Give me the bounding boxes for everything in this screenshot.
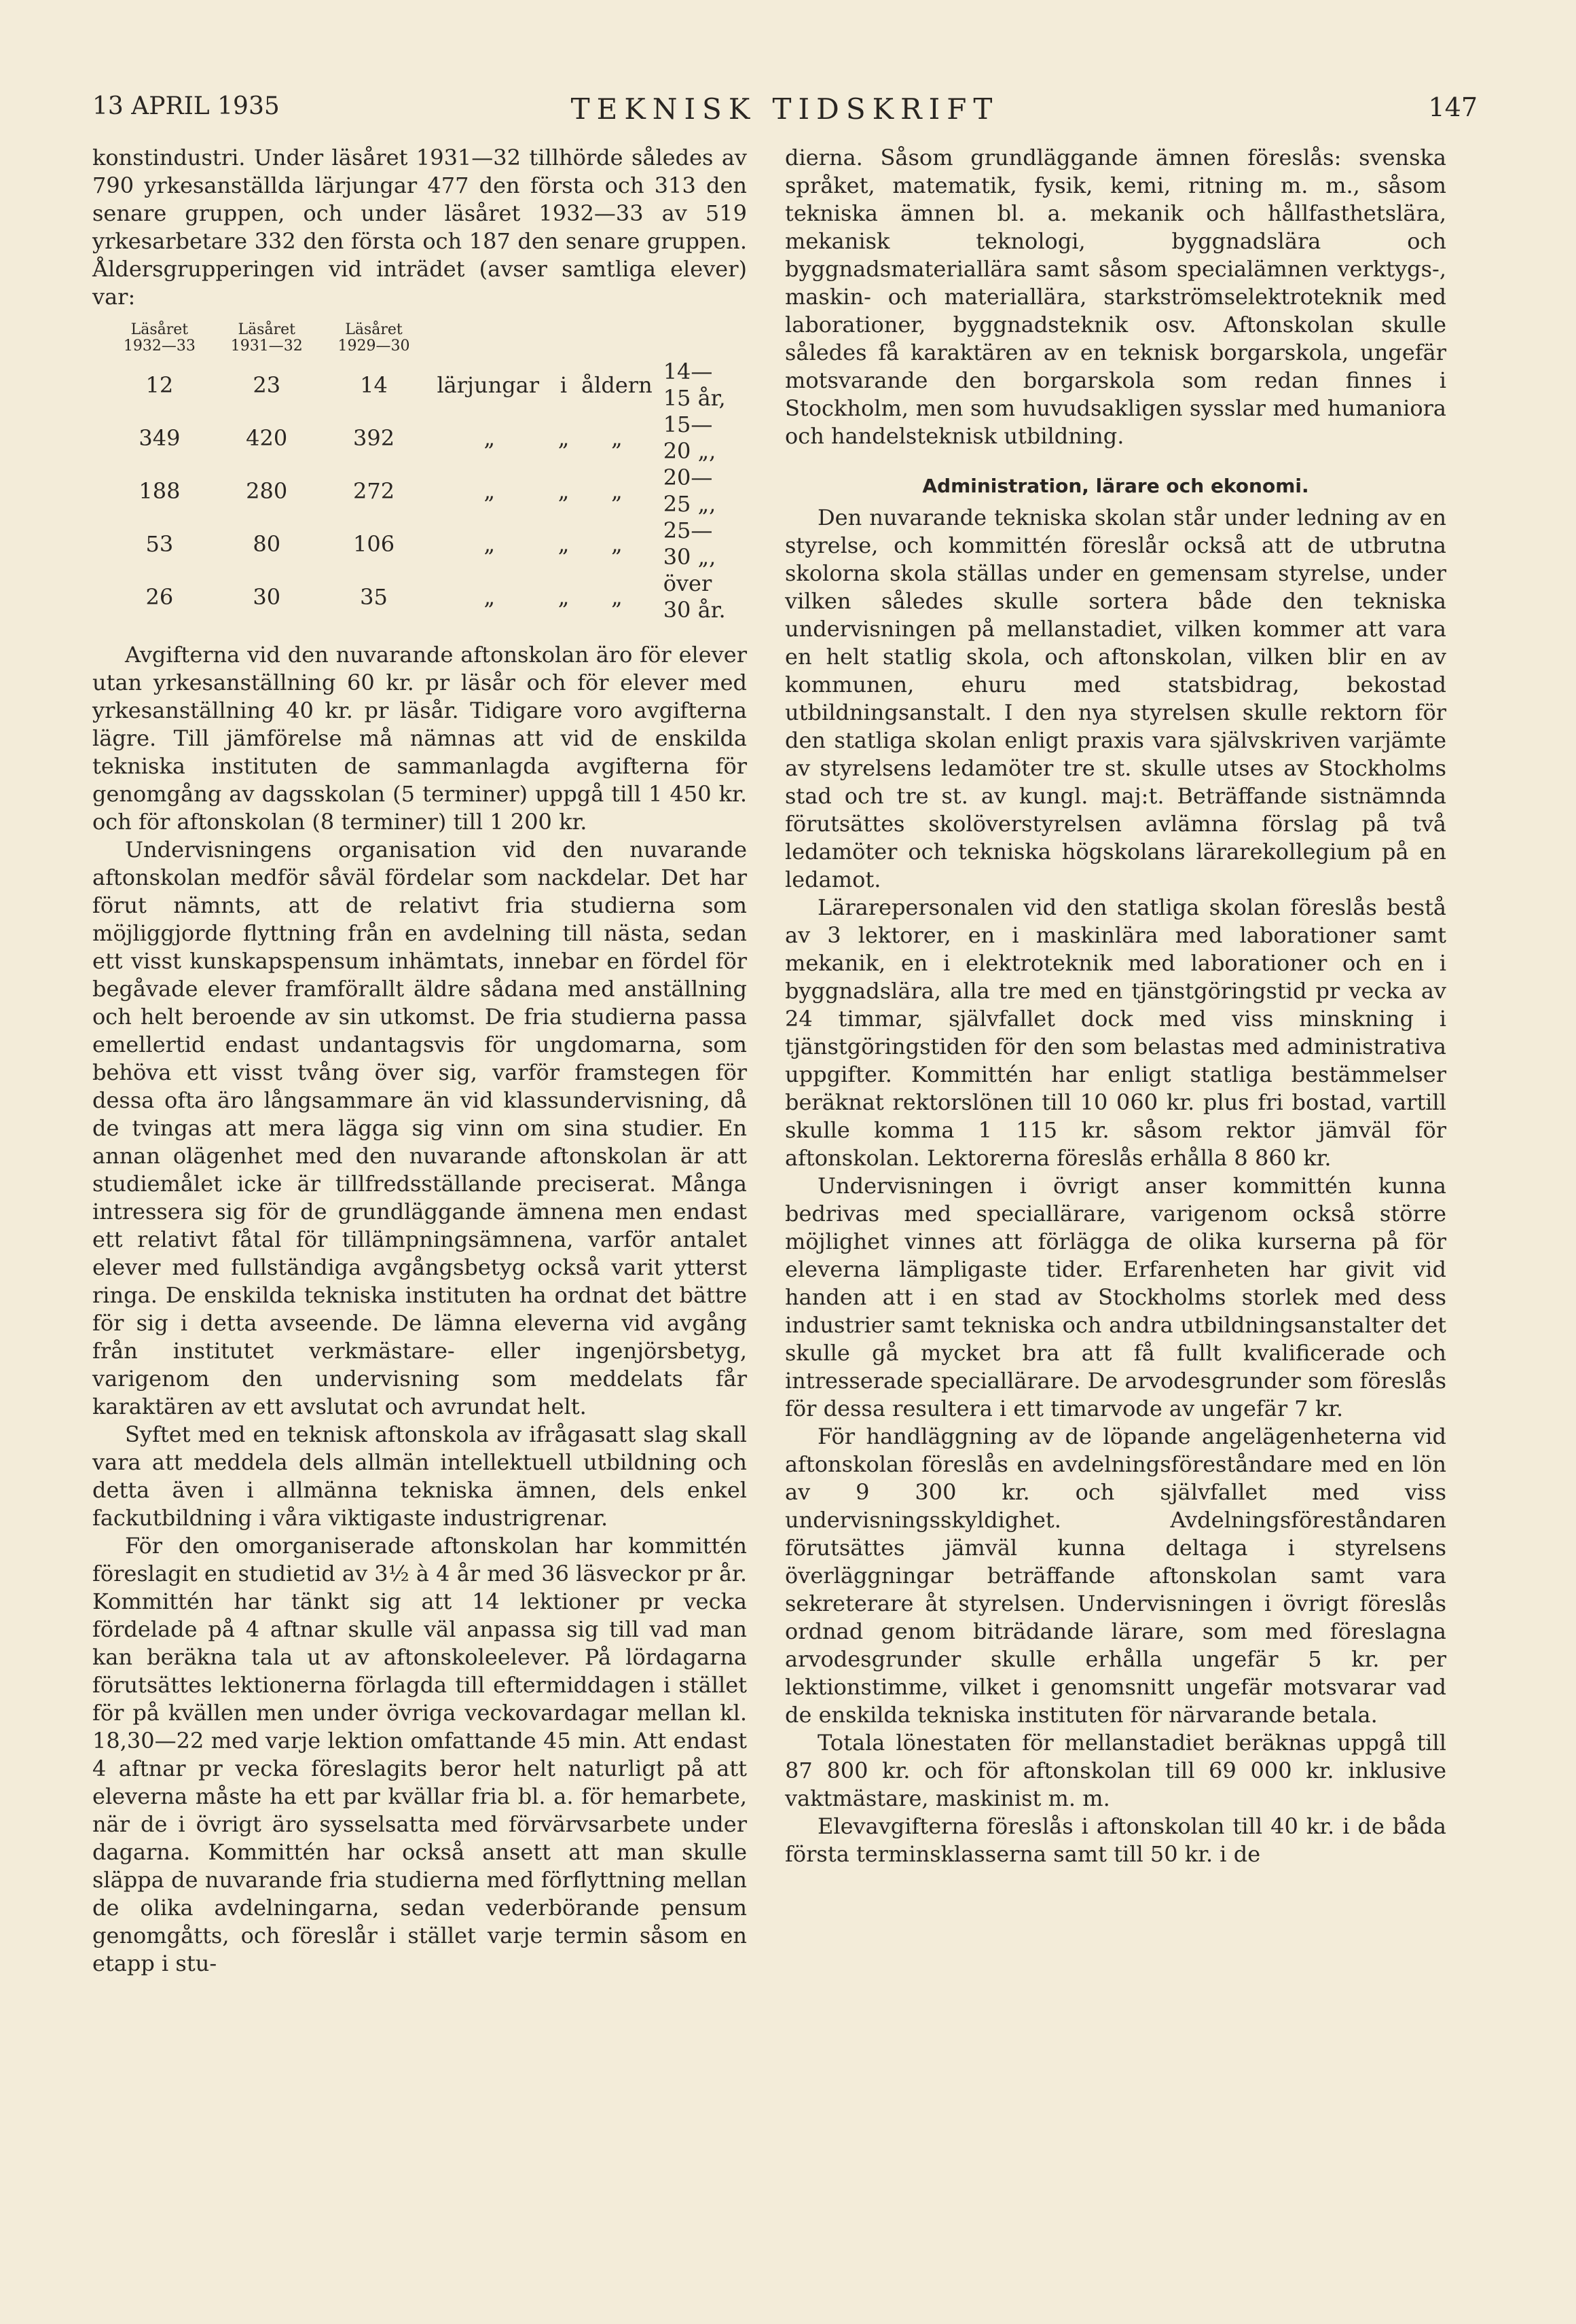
table-cell: i [560,371,568,398]
table-cell: lärjungar [437,371,540,398]
paragraph: För handläggning av de löpande angelägenheterna vid aftonskolan föreslås en avdelningsföreståndare med en lön av 9 300 kr. och självfallet med viss undervisningsskyldighet. Avdelningsföreståndaren förutsättes jämväl kunna deltaga i styrelsens överläggningar beträffande aftonskolan samt vara sekreterare åt styrelsen. Undervisningen i övrigt föreslås ordnad genom biträdande lärare, som med föreslagna arvodesgrunder skulle erhålla ungefär 5 kr. per lektionstimme, vilket i genomsnitt ungefär motsvarar vad de enskilda tekniska instituten för närvarande betala. [785,1423,1446,1728]
table-cell: 106 [352,530,395,557]
age-distribution-table [106,322,747,623]
table-row [106,412,747,465]
table-cell: „ [557,424,570,451]
paragraph: Den nuvarande tekniska skolan står under ledning av en styrelse, och kommittén föreslår också att de utbrutna skolorna skola ställas under en gemensam styrelse, under vilken således skulle sortera både den tekniska undervisningen på mellanstadiet, vilken kommer att vara en helt statlig skola, och aftonskolan, vilken blir en av kommunen, ehuru med statsbidrag, bekostad utbildningsanstalt. I den nya styrelsen skulle rektorn för den statliga skolan enligt praxis vara självskriven varjämte av styrelsens ledamöter tre st. skulle utses av Stockholms stad och tre st. av kungl. maj:t. Beträffande sistnämnda förutsättes skolöverstyrelsen avlämna förslag på två ledamöter och tekniska högskolans lärarekollegium på en ledamot. [785,505,1446,892]
paragraph: Elevavgifterna föreslås i aftonskolan till 40 kr. i de båda första terminsklasserna samt till 50 kr. i de [785,1813,1446,1867]
right-column [785,144,1446,1868]
table-cell: 20—25 „, [663,465,716,517]
table-cell: „ [611,424,623,451]
table-cell: över 30 år. [663,570,726,623]
table-cell: 14—15 år, [663,359,726,411]
paragraph: För den omorganiserade aftonskolan har kommittén föreslagit en studietid av 3½ à 4 år med 36 läsveckor pr år. Kommittén har tänkt sig att 14 lektioner pr vecka fördelade på 4 aftnar skulle väl anpassa sig till vad man kan beräkna tala ut av aftonskoleelever. På lördagarna förutsättes lektionerna förlagda till eftermiddagen i stället för på kvällen men under övriga veckovardagar mellan kl. 18,30—22 med varje lektion omfattande 45 min. Att endast 4 aftnar pr vecka föreslagits beror helt naturligt på att eleverna måste ha ett par kvällar fria bl. a. för hemarbete, när de i övrigt äro sysselsatta med förvärvsarbete under dagarna. Kommittén har också ansett att man skulle släppa de nuvarande fria studierna med förflyttning mellan de olika avdelningarna, sedan vederbörande pensum genomgåtts, och föreslår i stället varje termin såsom en etapp i stu- [92,1533,747,1976]
table-cell: „ [611,477,623,504]
page-number: 147 [1428,92,1478,122]
table-header-row [106,322,747,359]
column-header: Läsåret 1931—32 [230,321,303,355]
table-cell: 23 [253,371,281,398]
table-cell: „ [557,477,570,504]
section-heading: Administration, lärare och ekonomi. [922,475,1309,497]
issue-date: 13 APRIL 1935 [92,92,280,120]
paragraph: Avgifterna vid den nuvarande aftonskolan äro för elever utan yrkesanställning 60 kr. pr läsår och för elever med yrkesanställning 40 kr. pr läsår. Tidigare voro avgifterna lägre. Till jämförelse må nämnas att vid de enskilda tekniska instituten de sammanlagda avgifterna för genomgång av dagsskolan (5 terminer) uppgå till 1 450 kr. och för aftonskolan (8 terminer) till 1 200 kr. [92,642,747,835]
table-cell: 14 [360,371,388,398]
column-header: Läsåret 1929—30 [337,321,410,355]
paragraph: Syftet med en teknisk aftonskola av ifrågasatt slag skall vara att meddela dels allmän intellektuell utbildning och detta även i allmänna tekniska ämnen, dels enkel fackutbildning i våra viktigaste industrigrenar. [92,1421,747,1531]
table-row [106,359,747,412]
table-cell: „ [483,530,496,557]
table-cell: 12 [145,371,174,398]
table-row [106,570,747,623]
table-cell: 188 [139,477,181,504]
table-cell: „ [611,530,623,557]
table-cell: 26 [145,583,174,610]
table-cell: 15—20 „, [663,412,716,464]
table-cell: 25—30 „, [663,518,716,570]
table-cell: „ [611,583,623,610]
table-cell: „ [483,424,496,451]
table-cell: 35 [360,583,388,610]
left-column [92,144,747,1978]
paragraph: konstindustri. Under läsåret 1931—32 tillhörde således av 790 yrkesanställda lärjungar 477 den första och 313 den senare gruppen, och under läsåret 1932—33 av 519 yrkesarbetare 332 den första och 187 den senare gruppen. Åldersgrupperingen vid inträdet (avser samtliga elever) var: [92,145,747,310]
paragraph: Lärarepersonalen vid den statliga skolan föreslås bestå av 3 lektorer, en i maskinlära med laborationer samt mekanik, en i elektroteknik med laborationer och en i byggnadslära, alla tre med en tjänstgöringstid pr vecka av 24 timmar, självfallet dock med viss minskning i tjänstgöringstiden för den som belastas med administrativa uppgifter. Kommittén har enligt statliga bestämmelser beräknat rektorslönen till 10 060 kr. plus fri bostad, vartill skulle komma 1 115 kr. såsom rektor jämväl för aftonskolan. Lektorerna föreslås erhålla 8 860 kr. [785,894,1446,1171]
table-cell: 80 [253,530,281,557]
table-cell: 53 [145,530,174,557]
paragraph: Totala lönestaten för mellanstadiet beräknas uppgå till 87 800 kr. och för aftonskolan till 69 000 kr. inklusive vaktmästare, maskinist m. m. [785,1730,1446,1811]
journal-title: TEKNISK TIDSKRIFT [570,92,1000,126]
table-cell: „ [483,477,496,504]
table-cell: 272 [352,477,395,504]
table-cell: „ [557,530,570,557]
running-header [92,92,1478,133]
table-cell: „ [483,583,496,610]
table-cell: 420 [246,424,288,451]
paragraph: Undervisningens organisation vid den nuvarande aftonskolan medför såväl fördelar som nackdelar. Det har förut nämnts, att de relativt fria studierna som möjliggjorde flyttning från en avdelning till nästa, sedan ett visst kunskapspensum inhämtats, innebar en fördel för begåvade elever framförallt äldre sådana med anställning och helt beroende av sin utkomst. De fria studierna passa emellertid endast undantagsvis för ungdomarna, som behöva ett visst tvång över sig, varför framstegen för dessa ofta äro långsammare än vid klassundervisning, då de tvingas att mera lägga sig vinn om sina studier. En annan olägenhet med den nuvarande aftonskolan är att studiemålet icke är tillfredsställande preciserat. Många intressera sig för de grundläggande ämnena men endast ett relativt fåtal för tillämpningsämnena, varför antalet elever med fullständiga avgångsbetyg också varit ytterst ringa. De enskilda tekniska instituten ha ordnat det bättre för sig i detta avseende. De lämna eleverna vid avgång från institutet verkmästare- eller ingenjörsbetyg, varigenom den undervisning som meddelats får karaktären av ett avslutat och avrundat helt. [92,837,747,1419]
table-cell: 280 [246,477,288,504]
table-cell: „ [557,583,570,610]
table-cell: 349 [139,424,181,451]
paragraph: Undervisningen i övrigt anser kommittén kunna bedrivas med speciallärare, varigenom också större möjlighet vinnes att förlägga de olika kurserna på för eleverna lämpligaste tider. Erfarenheten har givit vid handen att i en stad av Stockholms storlek med dess industrier samt tekniska och andra utbildningsanstalter det skulle gå mycket bra att få fullt kvalificerade och intresserade speciallärare. De arvodesgrunder som föreslås för dessa resultera i ett timarvode av ungefär 7 kr. [785,1173,1446,1421]
paragraph: dierna. Såsom grundläggande ämnen föreslås: svenska språket, matematik, fysik, kemi, ritning m. m., såsom tekniska ämnen bl. a. mekanik och hållfasthetslära, mekanisk teknologi, byggnadslära och byggnadsmateriallära samt såsom specialämnen verktygs-, maskin- och materiallära, starkströmselektroteknik med laborationer, byggnadsteknik osv. Aftonskolan skulle således få karaktären av en teknisk borgarskola, ungefär motsvarande den borgarskola som redan finnes i Stockholm, men som huvudsakligen sysslar med humaniora och handelsteknisk utbildning. [785,145,1446,449]
table-row [106,518,747,570]
column-header: Läsåret 1932—33 [123,321,196,355]
table-cell: 30 [253,583,281,610]
table-cell: åldern [581,371,653,398]
table-row [106,465,747,518]
table-cell: 392 [352,424,395,451]
